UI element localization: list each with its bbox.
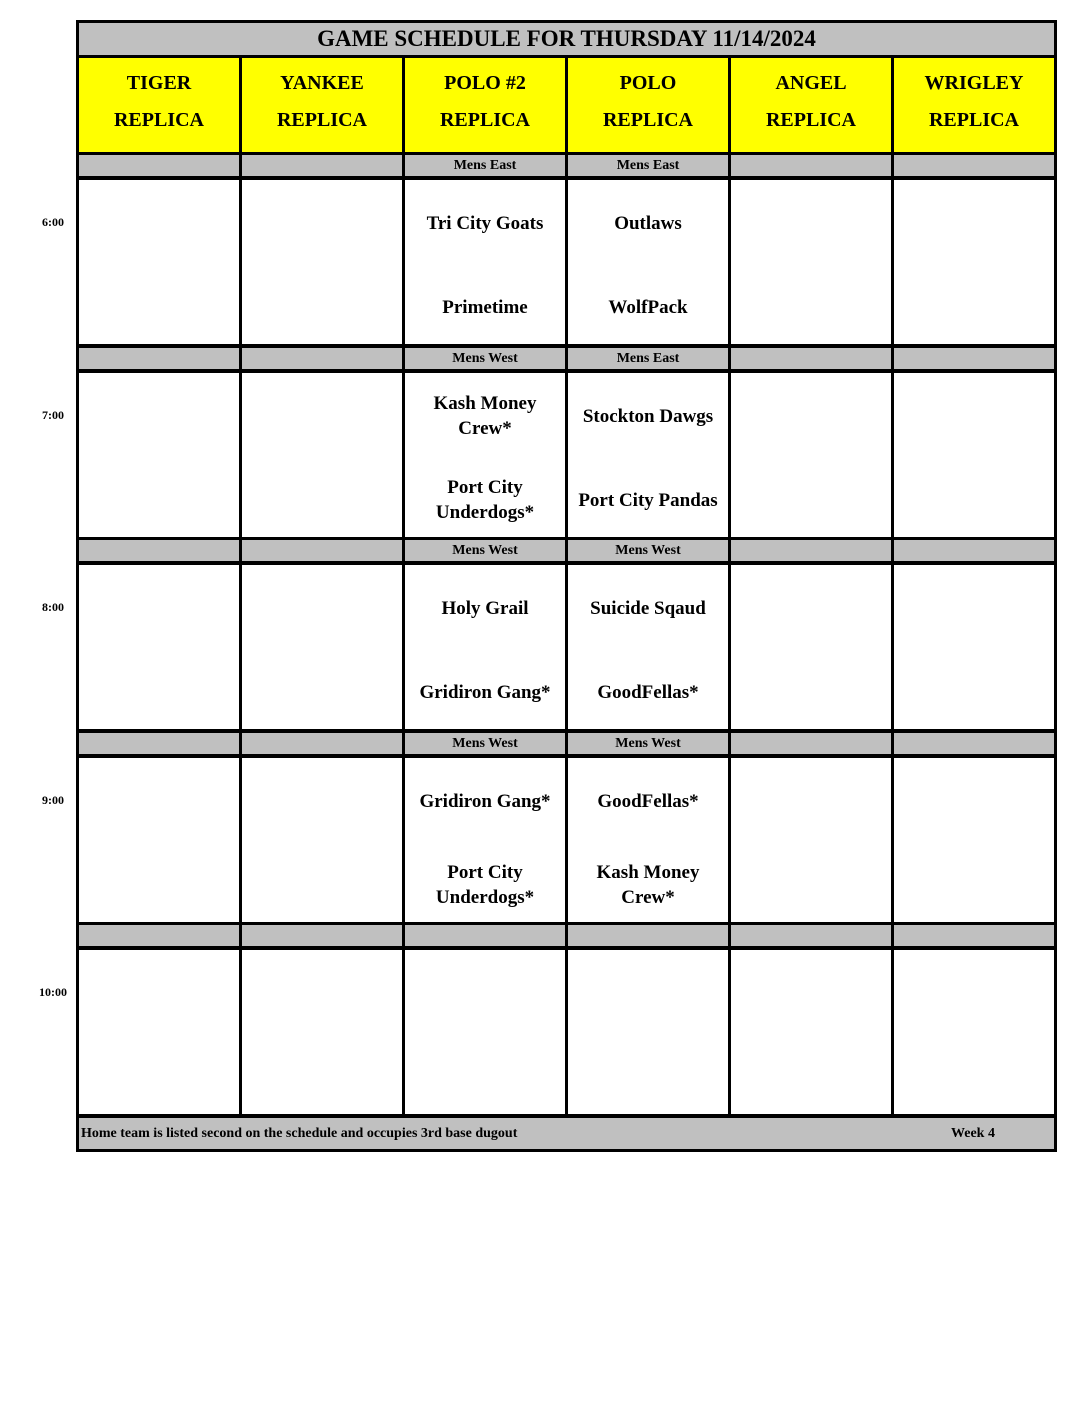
field-header (731, 58, 891, 152)
division-label (894, 925, 1054, 946)
game-slot (79, 758, 239, 922)
game-slot (568, 180, 728, 344)
field-header (894, 58, 1054, 152)
home-team-note: Home team is listed second on the schedule and occupies 3rd base dugout (81, 1126, 518, 1141)
division-label (242, 925, 402, 946)
game-slot (242, 565, 402, 729)
division-label (731, 348, 891, 369)
game-slot (894, 180, 1054, 344)
game-slot (79, 565, 239, 729)
schedule-title: GAME SCHEDULE FOR THURSDAY 11/14/2024 (79, 23, 1054, 55)
field-name: TIGER (126, 72, 192, 94)
game-slot (894, 950, 1054, 1114)
game-slot (242, 373, 402, 537)
division-label (731, 540, 891, 561)
game-slot (731, 373, 891, 537)
division-label (405, 925, 565, 946)
division-label (731, 155, 891, 176)
home-team: Port City Underdogs* (435, 862, 535, 908)
field-header (79, 58, 239, 152)
field-name: WRIGLEY (924, 72, 1024, 94)
division-label (242, 348, 402, 369)
division-label (79, 733, 239, 754)
division-label (568, 925, 728, 946)
division-label: Mens East (568, 155, 728, 176)
division-label: Mens West (568, 540, 728, 561)
game-slot (405, 950, 565, 1114)
division-label (894, 348, 1054, 369)
game-slot (894, 758, 1054, 922)
division-label: Mens West (405, 733, 565, 754)
field-subtitle: REPLICA (765, 109, 856, 131)
game-slot (79, 180, 239, 344)
division-label (894, 540, 1054, 561)
division-label: Mens East (405, 155, 565, 176)
field-header (242, 58, 402, 152)
division-label (242, 155, 402, 176)
home-team: Port City Pandas (578, 489, 718, 511)
time-label: 6:00 (42, 215, 64, 229)
game-slot (405, 758, 565, 922)
division-label (731, 733, 891, 754)
division-label (242, 733, 402, 754)
away-team: GoodFellas* (597, 790, 699, 812)
game-slot (568, 758, 728, 922)
game-slot (405, 180, 565, 344)
division-label: Mens West (405, 348, 565, 369)
division-label (79, 348, 239, 369)
game-slot (242, 758, 402, 922)
division-label: Mens West (405, 540, 565, 561)
home-team: Gridiron Gang* (419, 681, 551, 703)
game-slot (731, 758, 891, 922)
game-slot (568, 565, 728, 729)
time-label: 8:00 (42, 600, 64, 614)
game-slot (405, 373, 565, 537)
game-slot (568, 950, 728, 1114)
division-label: Mens East (568, 348, 728, 369)
game-slot (731, 565, 891, 729)
field-name: YANKEE (280, 72, 364, 94)
game-slot (731, 950, 891, 1114)
game-slot (79, 950, 239, 1114)
home-team: Primetime (442, 296, 528, 318)
game-slot (568, 373, 728, 537)
home-team: Port City Underdogs* (435, 477, 535, 523)
time-label: 10:00 (39, 985, 67, 999)
time-label: 7:00 (42, 408, 64, 422)
away-team: Tri City Goats (426, 212, 544, 234)
away-team: Stockton Dawgs (582, 405, 714, 427)
away-team: Outlaws (614, 212, 682, 234)
division-label (79, 155, 239, 176)
field-subtitle: REPLICA (439, 109, 530, 131)
game-slot (79, 373, 239, 537)
schedule-footer (79, 1118, 1054, 1149)
field-name: ANGEL (775, 72, 847, 94)
division-label (79, 925, 239, 946)
division-label (731, 925, 891, 946)
field-subtitle: REPLICA (113, 109, 204, 131)
game-slot (242, 950, 402, 1114)
field-header (568, 58, 728, 152)
field-name: POLO (619, 72, 677, 94)
schedule-table (76, 20, 1057, 1152)
division-label: Mens West (568, 733, 728, 754)
game-slot (731, 180, 891, 344)
division-label (894, 733, 1054, 754)
division-label (242, 540, 402, 561)
field-subtitle: REPLICA (276, 109, 367, 131)
home-team: Kash Money Crew* (596, 862, 700, 908)
division-label (79, 540, 239, 561)
away-team: Suicide Sqaud (590, 597, 706, 619)
field-subtitle: REPLICA (602, 109, 693, 131)
division-label (894, 155, 1054, 176)
field-subtitle: REPLICA (928, 109, 1019, 131)
away-team: Holy Grail (441, 597, 529, 619)
home-team: WolfPack (608, 296, 688, 318)
field-name: POLO #2 (444, 72, 526, 94)
field-header (405, 58, 565, 152)
away-team: Kash Money Crew* (433, 393, 537, 439)
game-slot (894, 565, 1054, 729)
away-team: Gridiron Gang* (419, 790, 551, 812)
time-label: 9:00 (42, 793, 64, 807)
game-slot (242, 180, 402, 344)
game-slot (405, 565, 565, 729)
game-slot (894, 373, 1054, 537)
home-team: GoodFellas* (597, 681, 699, 703)
week-label: Week 4 (951, 1126, 995, 1141)
